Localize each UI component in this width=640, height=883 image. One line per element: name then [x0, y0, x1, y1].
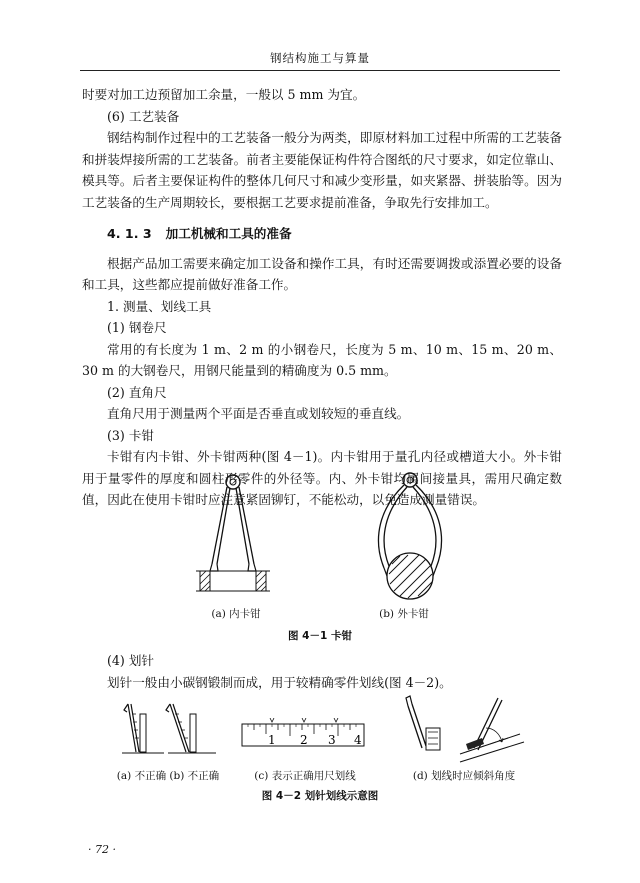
subheading-tape-measure: (1) 钢卷尺: [107, 320, 167, 335]
subheading-scriber: (4) 划针: [107, 653, 155, 668]
subheading-square: (2) 直角尺: [107, 384, 167, 400]
scriber-incorrect-drawing: [112, 700, 224, 760]
outer-caliper-drawing: [370, 468, 450, 608]
subheading-calipers: (3) 卡钳: [107, 427, 155, 443]
ruler-tick-label: 1: [268, 733, 276, 747]
paragraph: 根据产品加工需要来确定加工设备和操作工具，有时还需要调拨或添置必要的设备和工具，这些都应提前做好准备工作。: [82, 255, 562, 292]
paragraph: 钢结构制作过程中的工艺装备一般分为两类，即原材料加工过程中所需的工艺装备和拼装焊接所需的工艺装备。前者主要能保证构件符合图纸的尺寸要求，如定位靠山、模具等。后者主要保证构件的整体几何尺寸和减少变形量，如夹紧器、拼装胎等。因为工艺装备的生产周期较长，要根据工艺要求提前准备，争取先行安排加工。: [82, 130, 562, 210]
paragraph: 常用的有长度为 1 m、2 m 的小钢卷尺，长度为 5 m、10 m、15 m、20 m、30 m 的大钢卷尺，用钢尺能量到的精确度为 0.5 mm。: [82, 341, 562, 378]
page-number: · 72 ·: [88, 843, 116, 856]
ruler-drawing: [240, 718, 368, 754]
subheading-measuring-tools: 1. 测量、划线工具: [107, 298, 212, 314]
section-title: 加工机械和工具的准备: [165, 226, 292, 241]
scriber-angle-drawing: [400, 692, 530, 764]
header-rule: [80, 70, 560, 71]
figure2-caption-c: (c) 表示正确用尺划线: [254, 770, 356, 782]
running-header: 钢结构施工与算量: [270, 51, 370, 65]
body-text-2: [82, 650, 562, 693]
ruler-tick-label: 2: [300, 733, 308, 747]
figure2-caption-ab: (a) 不正确 (b) 不正确: [116, 770, 220, 782]
subheading-craft-equipment: (6) 工艺装备: [107, 108, 180, 124]
figure1-title: 图 4－1 卡钳: [288, 630, 352, 642]
section-heading: [82, 223, 562, 245]
figure2-title: 图 4－2 划针划线示意图: [261, 790, 379, 802]
figure1-caption-a: (a) 内卡钳: [211, 608, 261, 620]
paragraph: 划针一般由小碳钢锻制而成，用于较精确零件划线(图 4－2)。: [107, 674, 452, 690]
figure1-caption-b: (b) 外卡钳: [379, 608, 429, 620]
paragraph: 直角尺用于测量两个平面是否垂直或划较短的垂直线。: [107, 406, 410, 421]
paragraph: 时要对加工边预留加工余量，一般以 5 mm 为宜。: [82, 87, 366, 102]
figure2-caption-d: (d) 划线时应倾斜角度: [412, 770, 516, 782]
section-number: 4. 1. 3: [107, 226, 152, 241]
ruler-tick-label: 3: [328, 733, 336, 747]
paragraph: 卡钳有内卡钳、外卡钳两种(图 4－1)。内卡钳用于量孔内径或槽道大小。外卡钳用于量零件的厚度和圆柱形零件的外径等。内、外卡钳均属间接量具，需用尺确定数值，因此在使用卡钳时应注意紧固铆钉，不能松动，以免造成测量错误。: [82, 449, 562, 507]
body-text: [82, 84, 562, 511]
ruler-tick-label: 4: [354, 733, 362, 747]
